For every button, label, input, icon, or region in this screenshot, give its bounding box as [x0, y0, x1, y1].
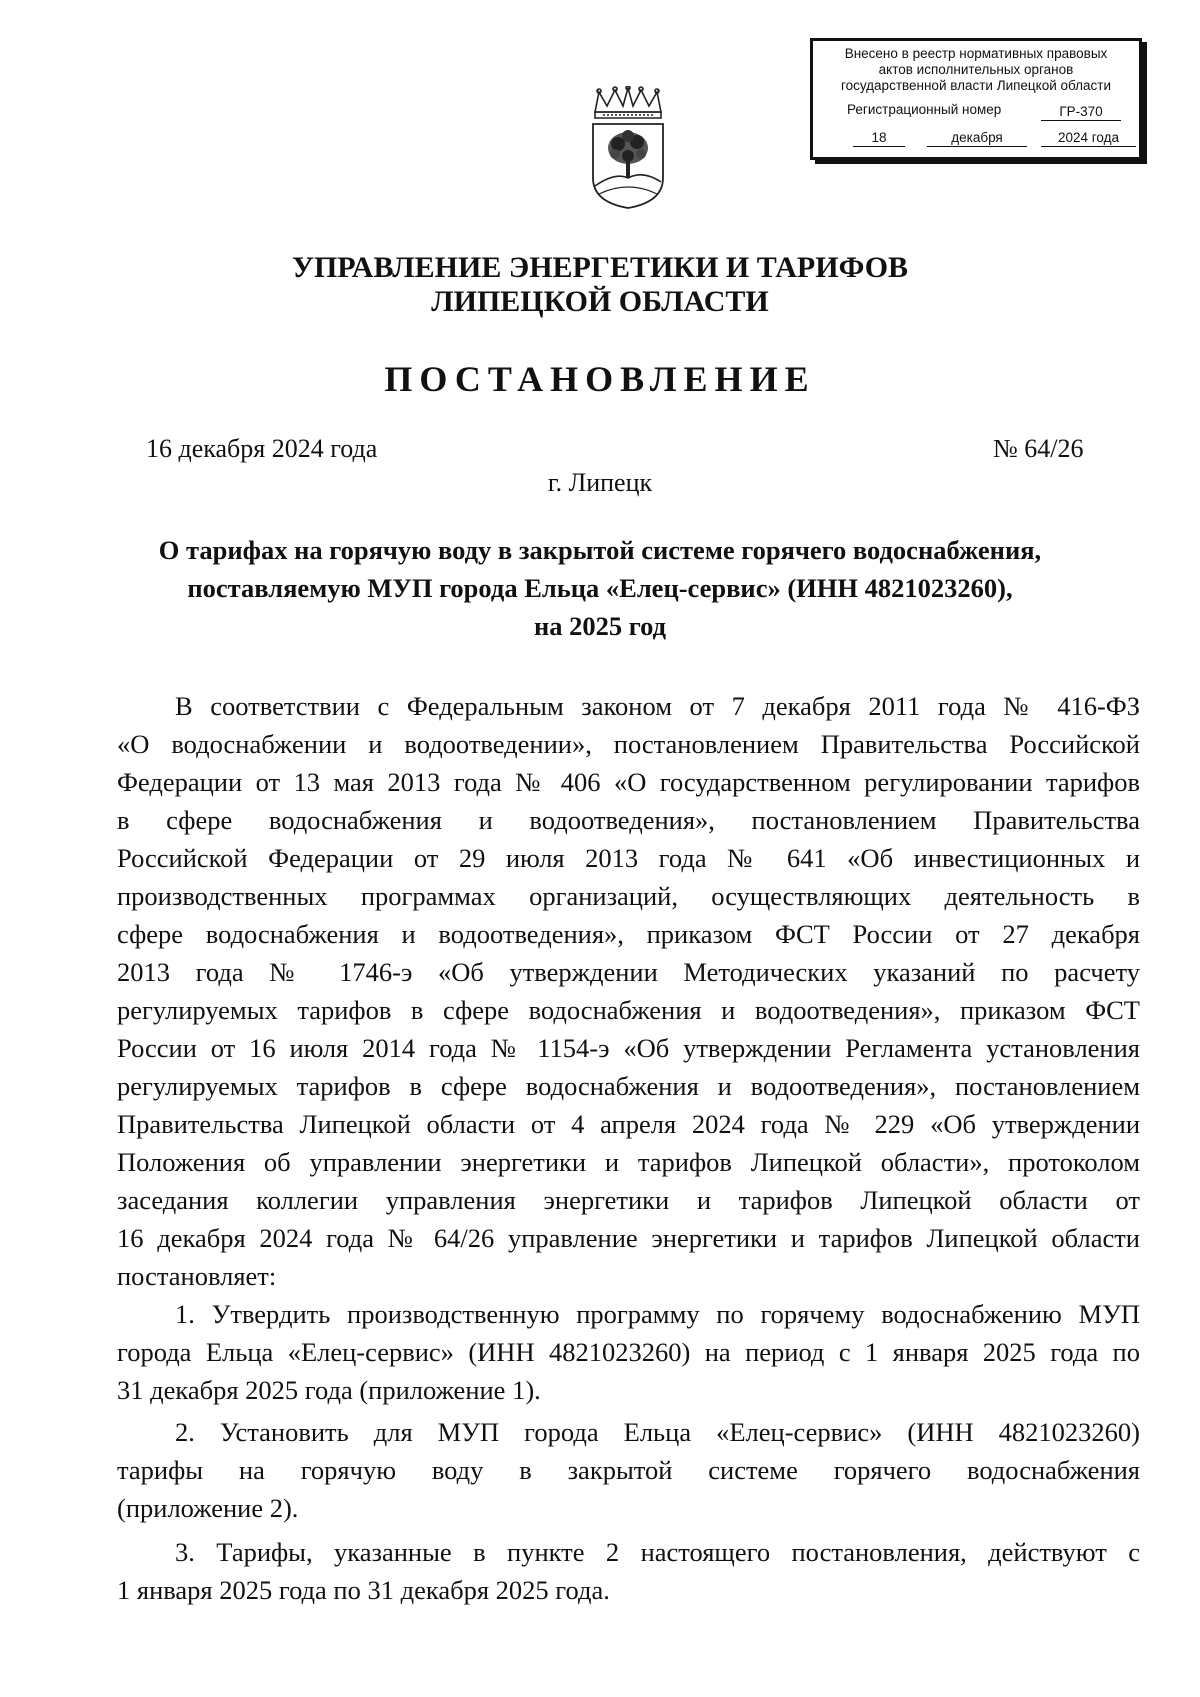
body-line: в сфере водоснабжения и водоотведения», постановлением Правительства — [117, 805, 1140, 835]
body-line: 3. Тарифы, указанные в пункте 2 настоящего постановления, действуют с — [175, 1537, 1140, 1567]
org-name-line-2: ЛИПЕЦКОЙ ОБЛАСТИ — [431, 285, 769, 318]
document-date: 16 декабря 2024 года — [146, 434, 378, 463]
body-line: регулируемых тарифов в сфере водоснабжения и водоотведения», приказом ФСТ — [117, 995, 1140, 1025]
title-line-3: на 2025 год — [533, 611, 667, 641]
body-line: 16 декабря 2024 года № 64/26 управление энергетики и тарифов Липецкой области — [117, 1223, 1140, 1253]
body-line: города Ельца «Елец-сервис» (ИНН 4821023260) на период с 1 января 2025 года по — [117, 1337, 1140, 1367]
stamp-line-2: актов исполнительных органов — [878, 62, 1074, 77]
body-line: Правительства Липецкой области от 4 апреля 2024 года № 229 «Об утверждении — [117, 1109, 1140, 1139]
document-type: ПОСТАНОВЛЕНИЕ — [384, 359, 816, 399]
body-line: России от 16 июля 2014 года № 1154-э «Об утверждении Регламента установления — [117, 1033, 1140, 1063]
body-line: «О водоснабжении и водоотведении», постановлением Правительства Российской — [117, 729, 1140, 759]
body-line: постановляет: — [117, 1261, 277, 1291]
stamp-month: декабря — [927, 129, 1027, 147]
stamp-line-1: Внесено в реестр нормативных правовых — [844, 46, 1108, 61]
body-line: 2. Установить для МУП города Ельца «Елец-сервис» (ИНН 4821023260) — [175, 1417, 1140, 1447]
registry-stamp — [810, 38, 1142, 160]
body-line: 31 декабря 2025 года (приложение 1). — [117, 1375, 541, 1405]
body-line: Положения об управлении энергетики и тарифов Липецкой области», протоколом — [117, 1147, 1140, 1177]
org-name-line-1: УПРАВЛЕНИЕ ЭНЕРГЕТИКИ И ТАРИФОВ — [291, 251, 909, 284]
body-line: Российской Федерации от 29 июля 2013 года № 641 «Об инвестиционных и — [117, 843, 1140, 873]
body-line: (приложение 2). — [117, 1493, 299, 1523]
body-line: 2013 года № 1746-э «Об утверждении Методических указаний по расчету — [117, 957, 1140, 987]
title-line-2: поставляемую МУП города Ельца «Елец-сервис» (ИНН 4821023260), — [187, 573, 1013, 603]
body-line: сфере водоснабжения и водоотведения», приказом ФСТ России от 27 декабря — [117, 919, 1140, 949]
stamp-reg-number: ГР-370 — [1041, 103, 1121, 121]
title-line-1: О тарифах на горячую воду в закрытой системе горячего водоснабжения, — [158, 535, 1042, 565]
body-line: В соответствии с Федеральным законом от 7 декабря 2011 года № 416-ФЗ — [175, 691, 1140, 721]
body-line: 1 января 2025 года по 31 декабря 2025 года. — [117, 1575, 610, 1605]
stamp-year: 2024 года — [1041, 129, 1136, 147]
body-line: 1. Утвердить производственную программу по горячему водоснабжению МУП — [175, 1299, 1140, 1329]
body-line: заседания коллегии управления энергетики и тарифов Липецкой области от — [117, 1185, 1140, 1215]
document-city: г. Липецк — [547, 468, 653, 497]
body-line: тарифы на горячую воду в закрытой системе горячего водоснабжения — [117, 1455, 1140, 1485]
body-line: производственных программах организаций, осуществляющих деятельность в — [117, 881, 1140, 911]
body-line: регулируемых тарифов в сфере водоснабжения и водоотведения», постановлением — [117, 1071, 1140, 1101]
body-line: Федерации от 13 мая 2013 года № 406 «О государственном регулировании тарифов — [117, 767, 1140, 797]
stamp-line-3: государственной власти Липецкой области — [840, 78, 1112, 93]
stamp-day: 18 — [853, 129, 905, 147]
coat-of-arms-icon — [585, 86, 671, 210]
document-number: № 64/26 — [993, 434, 1084, 463]
stamp-reg-label: Регистрационный номер — [847, 102, 1002, 117]
